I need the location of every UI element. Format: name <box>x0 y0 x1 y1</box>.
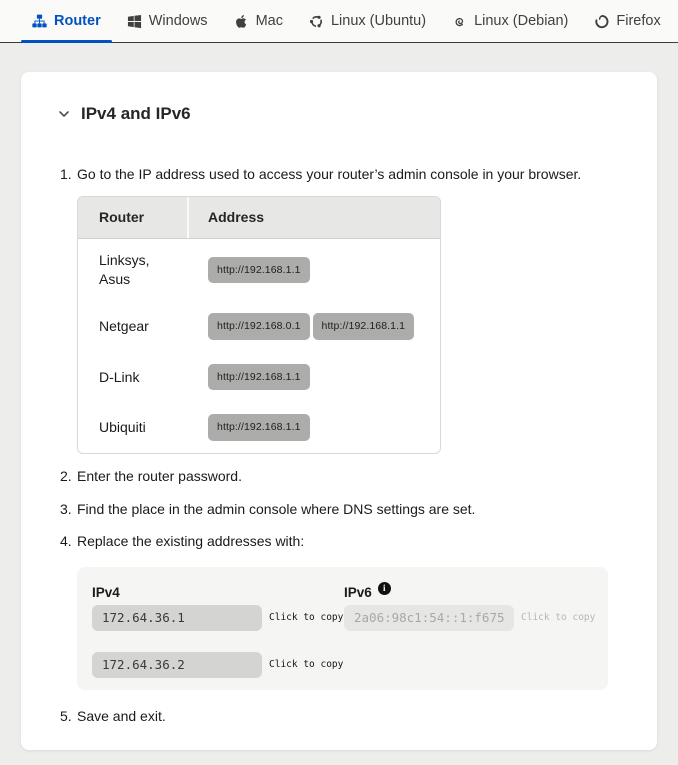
router-name: Linksys, Asus <box>99 252 150 288</box>
tab-linux-ubuntu[interactable] <box>298 0 437 42</box>
ipv4-label: IPv4 <box>92 584 120 600</box>
tab-mac[interactable] <box>223 0 294 42</box>
tab-label: Mac <box>255 13 283 29</box>
step-4 <box>57 532 621 690</box>
address-code: http://192.168.0.1 <box>208 313 310 340</box>
step-2 <box>57 467 621 487</box>
step-number: 5. <box>60 707 72 724</box>
table-header-router: Router <box>78 197 189 239</box>
step-text: Replace the existing addresses with: <box>77 533 305 550</box>
click-to-copy-hint: Click to copy <box>269 659 344 671</box>
step-3 <box>57 500 621 520</box>
tab-label: Router <box>54 13 101 29</box>
tab-label: Linux (Ubuntu) <box>330 13 427 29</box>
debian-icon <box>452 14 467 29</box>
tab-firefox[interactable] <box>583 0 671 42</box>
step-text: Go to the IP address used to access your router’s admin console in your browser. <box>77 166 582 182</box>
tab-label: Firefox <box>616 13 661 29</box>
chevron-down-icon[interactable] <box>57 107 71 121</box>
address-code: http://192.168.1.1 <box>208 364 310 391</box>
ubuntu-icon <box>309 14 324 29</box>
ipv4-address-2[interactable]: 172.64.36.2 <box>92 652 262 678</box>
section-title: IPv4 and IPv6 <box>81 104 191 123</box>
click-to-copy-hint: Click to copy <box>269 612 344 624</box>
step-1 <box>57 165 621 454</box>
table-row <box>78 301 440 352</box>
tab-windows[interactable] <box>116 0 219 42</box>
address-code: http://192.168.1.1 <box>208 414 310 441</box>
table-row <box>78 239 440 301</box>
step-text: Find the place in the admin console where DNS settings are set. <box>77 500 476 517</box>
tab-router[interactable] <box>21 0 112 42</box>
table-row <box>78 402 440 453</box>
section-heading <box>57 104 621 124</box>
step-number: 3. <box>60 500 72 517</box>
ipv6-column <box>344 584 595 678</box>
step-number: 4. <box>60 533 72 550</box>
router-address-table <box>77 196 441 454</box>
tab-label: Linux (Debian) <box>474 13 569 29</box>
apple-icon <box>234 14 249 29</box>
table-header-address: Address <box>208 208 265 225</box>
firefox-icon <box>594 14 609 29</box>
table-header-row <box>78 197 440 240</box>
ipv6-label: IPv6 <box>344 584 372 600</box>
tab-label: Windows <box>148 13 208 29</box>
content-card <box>21 72 657 750</box>
step-number: 2. <box>60 468 72 485</box>
ipv6-address-1[interactable]: 2a06:98c1:54::1:f675 <box>344 605 514 631</box>
table-row <box>78 352 440 403</box>
router-name: Ubiquiti <box>99 419 146 436</box>
step-text: Enter the router password. <box>77 468 242 485</box>
instruction-steps <box>57 165 621 726</box>
tab-linux-debian[interactable] <box>441 0 579 42</box>
address-code: http://192.168.1.1 <box>313 313 415 340</box>
windows-icon <box>127 14 142 29</box>
info-icon[interactable]: i <box>378 582 391 595</box>
ipv4-address-1[interactable]: 172.64.36.1 <box>92 605 262 631</box>
router-name: D-Link <box>99 368 140 385</box>
step-text: Save and exit. <box>77 707 166 724</box>
step-number: 1. <box>60 166 72 182</box>
dns-addresses-panel <box>77 567 608 690</box>
ipv4-column <box>92 584 344 678</box>
address-code: http://192.168.1.1 <box>208 257 310 284</box>
step-5 <box>57 707 621 727</box>
router-name: Netgear <box>99 317 149 334</box>
platform-tabbar <box>0 0 678 43</box>
click-to-copy-hint: Click to copy <box>521 612 596 624</box>
sitemap-icon <box>32 14 47 29</box>
